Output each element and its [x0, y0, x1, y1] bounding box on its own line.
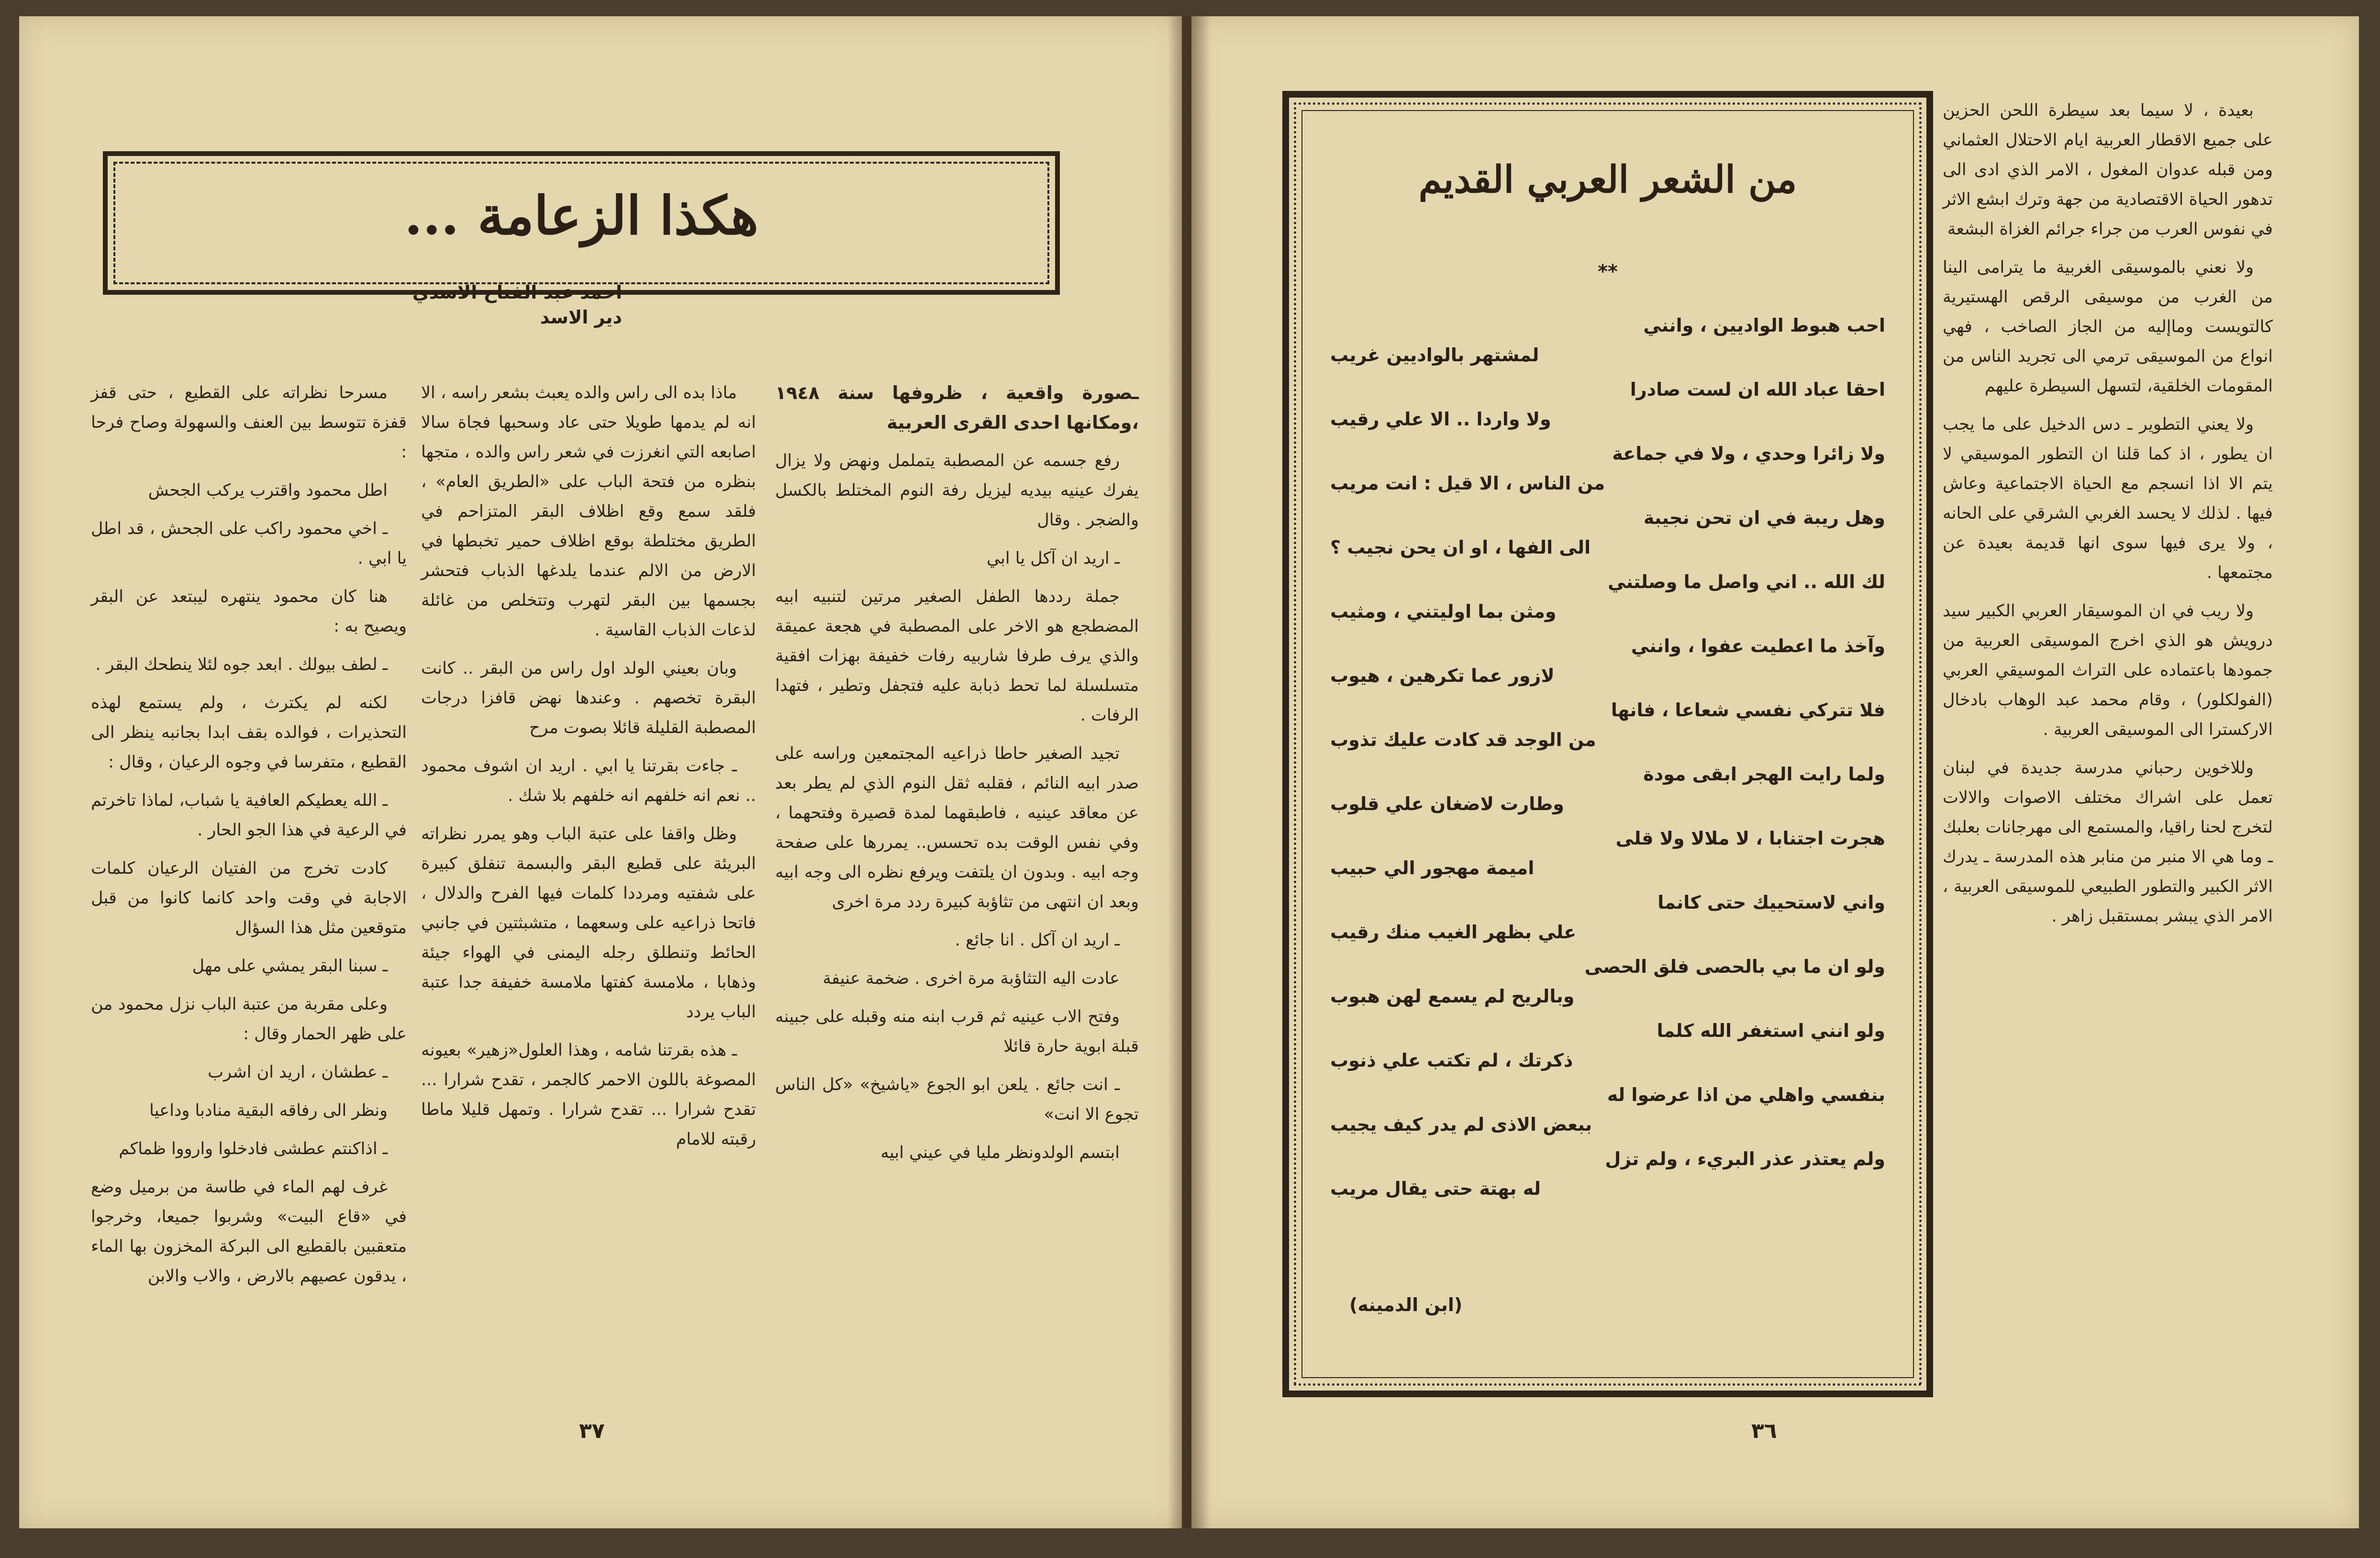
poem-stars: **: [1598, 261, 1618, 283]
verse-first-hemistich: هجرت اجتنابا ، لا ملالا ولا قلى: [1615, 828, 1885, 849]
verse-first-hemistich: فلا تتركي نفسي شعاعا ، فانها: [1611, 700, 1885, 721]
verse-second-hemistich: ذكرتك ، لم تكتب علي ذنوب: [1330, 1050, 1573, 1071]
paragraph: تجيد الصغير حاطا ذراعيه المجتمعين وراسه على صدر ابيه النائم ، فقلبه ثقل النوم الذي لم يطر بعد عن معاقد عينيه ، فاطبقهما لمدة قصيرة وفتحهما ، وفي نفس الوقت بده تحسس.. يمررها على صفحة وجه ابيه . وبدون ان يلتفت ويرفع نظره الى وجه ابيه وبعد ان انتهى من تثاؤبة كبيرة ردد مرة اخرى: [775, 744, 1139, 912]
paragraph: ـ اذاكنتم عطشى فادخلوا وارووا ظماكم: [119, 1139, 388, 1158]
paragraph: كادت تخرج من الفتيان الرعيان كلمات الاجابة في وقت واحد كانما كانوا من قبل متوقعين مثل هذا السؤال: [91, 859, 407, 937]
verse-first-hemistich: ولو ان ما بي بالحصى فلق الحصى: [1584, 956, 1885, 977]
left-column-2: [421, 378, 756, 1416]
article-byline: [335, 280, 622, 330]
left-column-3: [91, 378, 407, 1416]
paragraph: جملة رددها الطفل الصغير مرتين لتنبيه ابيه المضطجع هو الاخر على المصطبة في هجعة عميقة والذي يرف طرفا شاربيه رفات خفيفة بهزات افقية متسلسلة لما تحط ذبابة عليه فتجفل وتطير ، فتهدا الرفات .: [775, 587, 1139, 725]
verse-first-hemistich: واني لاستحييك حتى كانما: [1657, 892, 1885, 913]
author-name: احمد عبد الفتاح الاسدي: [412, 282, 622, 303]
verse-second-hemistich: من الوجد قد كادت عليك تذوب: [1330, 729, 1596, 750]
article-title-box: [103, 151, 1060, 295]
paragraph: ولا نعني بالموسيقى الغربية ما يترامى الينا من الغرب من موسيقى الرقص الهستيرية كالتويست وماإليه من الجاز الصاخب ، فهي انواع من الموسيقى ترمي الى تجريد الناس من المقومات الخلقية، لتسهل السيطرة عليهم: [1943, 258, 2273, 396]
poem-verse: [1330, 503, 1885, 568]
poem-verse: [1330, 1080, 1885, 1145]
paragraph: ـ هذه بقرتنا شامه ، وهذا العلول«زهير» بعيونه المصوغة باللون الاحمر كالجمر ، تقدح شرارا ... تقدح شرارا ... تقدح شرارا . وتمهل قليلا ماطا رقبته للامام: [421, 1041, 756, 1149]
poem-verse: [1330, 952, 1885, 1016]
verse-second-hemistich: ومثن بما اوليتني ، ومثيب: [1330, 601, 1557, 622]
paragraph: ولا ريب في ان الموسيقار العربي الكبير سيد درويش هو الذي اخرج الموسيقى العربية من جمودها باعتماده على التراث الموسيقي العربي (الفولكلور) ، وقام محمد عبد الوهاب بادخال الاركسترا الى الموسيقى العربية .: [1943, 601, 2273, 739]
page-number-left: ٣٧: [579, 1419, 605, 1443]
paragraph: ـ اريد ان آكل . انا جائع .: [955, 931, 1120, 950]
left-column-1: [775, 378, 1139, 1416]
paragraph: ابتسم الولدونظر مليا في عيني ابيه: [880, 1143, 1120, 1162]
paragraph: ـ عطشان ، اريد ان اشرب: [208, 1063, 388, 1082]
poem-verse: [1330, 1016, 1885, 1080]
poem-verse: [1330, 568, 1885, 632]
poem-verse: [1330, 311, 1885, 375]
paragraph: ـ الله يعطيكم العافية يا شباب، لماذا تاخرتم في الرعية في هذا الجو الحار .: [91, 791, 407, 840]
paragraph: ـ اخي محمود راكب على الجحش ، قد اطل يا ابي .: [91, 519, 407, 568]
author-location: دير الاسد: [540, 307, 622, 328]
paragraph: ماذا بده الى راس والده يعبث بشعر راسه ، الا انه لم يدمها طويلا حتى عاد وسحبها فجاة سالا اصابعه التي انغرزت في شعر راس والده ، متجها بنظره من فتحة الباب على «الطريق العام» ، فلقد سمع وقع اظلاف البقر المتزاحم في الطريق مختلطة بوقع اظلاف حمير تخبطها في الارض من الالم عندما يلدغها الذباب فتحشر بجسمها بين البقر لتهرب وتتخلص من غائلة لذعات الذباب القاسية .: [421, 383, 756, 640]
paragraph: اطل محمود واقترب يركب الجحش: [148, 481, 388, 500]
verse-second-hemistich: ببعض الاذى لم يدر كيف يجيب: [1330, 1114, 1592, 1135]
verse-second-hemistich: لمشتهر بالواديين غريب: [1330, 345, 1539, 366]
poem-verse: [1330, 696, 1885, 760]
verse-first-hemistich: احب هبوط الواديين ، وانني: [1643, 315, 1885, 336]
poem-verse: [1330, 760, 1885, 824]
verse-second-hemistich: وبالريح لم يسمع لهن هبوب: [1330, 986, 1575, 1007]
paragraph: وعلى مقربة من عتبة الباب نزل محمود من على ظهر الحمار وقال :: [91, 995, 407, 1044]
verse-first-hemistich: وآخذ ما اعطيت عفوا ، وانني: [1631, 635, 1885, 657]
verse-second-hemistich: اميمة مهجور الي حبيب: [1330, 857, 1535, 879]
verse-first-hemistich: ولما رايت الهجر ابقى مودة: [1643, 764, 1885, 785]
paragraph: وظل واقفا على عتبة الباب وهو يمرر نظراته البريئة على قطيع البقر والبسمة تنفلق كبيرة على شفتيه ومرددا كلمات فيها الفرح والدلال ، فاتحا ذراعيه على وسعهما ، متشبثتين في جانبي الحائط وتنطلق رجله اليمنى في الهواء جيئة وذهابا ، ملامسة كفتها ملامسة خفيفة جدا عتبة الباب يردد: [421, 824, 756, 1022]
verse-second-hemistich: وطارت لاضغان علي قلوب: [1330, 793, 1564, 814]
paragraph: لكنه لم يكترث ، ولم يستمع لهذه التحذيرات ، فوالده بقف ابدا بجانبه ينظر الى القطيع ، متفرسا في وجوه الرعيان ، وقال :: [91, 693, 407, 772]
page-number-right: ٣٦: [1751, 1419, 1777, 1443]
poem-title: من الشعر العربي القديم: [1418, 158, 1797, 201]
verse-first-hemistich: لك الله .. اني واصل ما وصلتني: [1608, 571, 1885, 592]
paragraph: وفتح الاب عينيه ثم قرب ابنه منه وقبله على جبينه قبلة ابوية حارة قائلا: [775, 1007, 1139, 1056]
paragraph: هنا كان محمود ينتهره ليبتعد عن البقر ويصيح به :: [91, 587, 407, 636]
poem-verse: [1330, 888, 1885, 952]
poem-verse: [1330, 824, 1885, 888]
verse-second-hemistich: الى الفها ، او ان يحن نجيب ؟: [1330, 537, 1591, 558]
paragraph: مسرحا نظراته على القطيع ، حتى قفز قفزة تتوسط بين العنف والسهولة وصاح فرحا :: [91, 383, 407, 462]
verse-second-hemistich: له بهتة حتى يقال مريب: [1330, 1178, 1541, 1199]
article-title: هكذا الزعامة ...: [404, 185, 759, 246]
poem-verses: [1330, 311, 1885, 1209]
paragraph: ـصورة واقعية ، ظروفها سنة ١٩٤٨ ،ومكانها احدى القرى العربية: [775, 382, 1139, 433]
paragraph: غرف لهم الماء في طاسة من برميل وضع في «قاع البيت» وشربوا جميعا، وخرجوا متعقبين بالقطيع الى البركة المخزون بها الماء ، يدقون عصيهم بالارض ، والاب والابن: [91, 1178, 407, 1286]
verse-second-hemistich: لازور عما تكرهين ، هيوب: [1330, 665, 1555, 686]
right-text-column: [1943, 96, 2273, 1412]
paragraph: ـ جاءت بقرتنا يا ابي . اريد ان اشوف محمود .. نعم انه خلفهم انه خلفهم بلا شك .: [421, 757, 756, 805]
poem-author: (ابن الدمينه): [1349, 1294, 1463, 1315]
poem-verse: [1330, 439, 1885, 503]
paragraph: بعيدة ، لا سيما بعد سيطرة اللحن الحزين على جميع الاقطار العربية ايام الاحتلال العثماني ومن قبله عدوان المغول ، الامر الذي ادى الى تدهور الحياة الاقتصادية من جهة وترك ابشع الاثر في نفوس العرب من جراء جرائم الغزاة البشعة: [1943, 101, 2273, 239]
page-gutter: [1168, 16, 1211, 1528]
verse-first-hemistich: وهل ريبة في ان تحن نجيبة: [1643, 507, 1885, 528]
paragraph: ولا يعني التطوير ـ دس الدخيل على ما يجب ان يطور ، اذ كما قلنا ان التطور الموسيقي لا يتم الا اذا انسجم مع الحياة الاجتماعية وعاش فيها . لذلك لا يحسد الغربي الشرقي على الحانه ، ولا يرى فيها سوى انها قديمة بعيدة عن مجتمعها .: [1943, 415, 2273, 582]
paragraph: ـ سبنا البقر يمشي على مهل: [192, 957, 388, 976]
paragraph: رفع جسمه عن المصطبة يتململ ونهض ولا يزال يفرك عينيه بيديه ليزيل رفة النوم المختلط بالكسل والضجر . وقال: [775, 451, 1139, 530]
paragraph: وبان بعيني الولد اول راس من البقر .. كانت البقرة تخصهم . وعندها نهض قافزا درجات المصطبة القليلة قائلا بصوت مرح: [421, 659, 756, 737]
verse-second-hemistich: من الناس ، الا قيل : انت مريب: [1330, 473, 1605, 494]
paragraph: عادت اليه التثاؤبة مرة اخرى . ضخمة عنيفة: [823, 969, 1120, 988]
verse-first-hemistich: بنفسي واهلي من اذا عرضوا له: [1607, 1084, 1885, 1105]
verse-first-hemistich: ولم يعتذر عذر البريء ، ولم تزل: [1605, 1148, 1885, 1169]
verse-second-hemistich: ولا واردا .. الا علي رقيب: [1330, 409, 1551, 430]
verse-first-hemistich: ولا زائرا وحدي ، ولا في جماعة: [1612, 443, 1885, 464]
verse-second-hemistich: علي بظهر الغيب منك رقيب: [1330, 922, 1577, 943]
paragraph: وللاخوين رحباني مدرسة جديدة في لبنان تعمل على اشراك مختلف الاصوات والالات لتخرج لحنا راقيا، والمستمع الى مهرجانات بعلبك ـ وما هي الا منبر من منابر هذه المدرسة ـ يدرك الاثر الكبير والتطور الطبيعي للموسيقى العربية ، الامر الذي يبشر بمستقبل زاهر .: [1943, 758, 2273, 926]
paragraph: ـ انت جائع . يلعن ابو الجوع «ياشيخ» «كل الناس تجوع الا انت»: [775, 1075, 1139, 1124]
poem-verse: [1330, 375, 1885, 439]
paragraph: ـ لطف بيولك . ابعد جوه لئلا ينطحك البقر .: [95, 655, 388, 674]
verse-first-hemistich: ولو انني استغفر الله كلما: [1657, 1020, 1885, 1041]
poem-verse: [1330, 632, 1885, 696]
paragraph: ونظر الى رفاقه البقية منادبا وداعيا: [149, 1101, 388, 1120]
paragraph: ـ اريد ان آكل يا ابي: [987, 549, 1120, 568]
poem-verse: [1330, 1145, 1885, 1209]
verse-first-hemistich: احقا عباد الله ان لست صادرا: [1630, 379, 1885, 400]
